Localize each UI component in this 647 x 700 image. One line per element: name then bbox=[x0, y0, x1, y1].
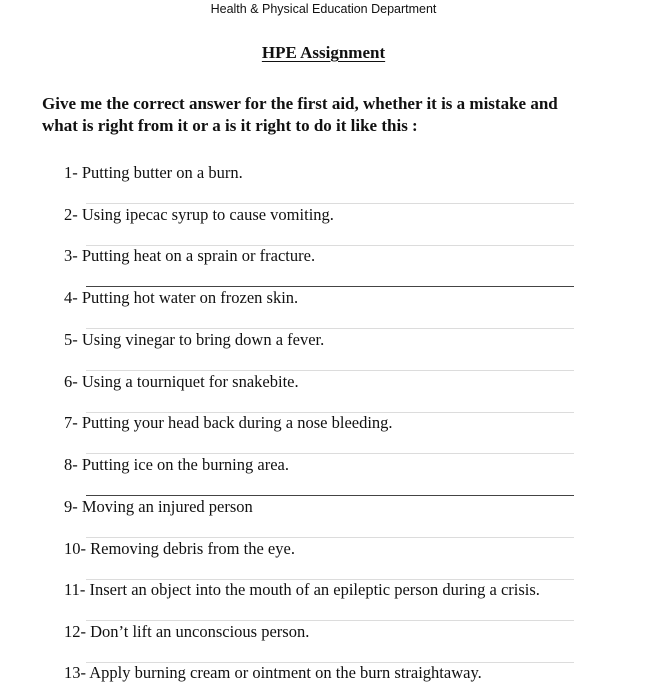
question-item: 5- Using vinegar to bring down a fever. bbox=[64, 330, 325, 349]
question-item: 6- Using a tourniquet for snakebite. bbox=[64, 372, 299, 391]
answer-line bbox=[86, 453, 574, 454]
question-item: 2- Using ipecac syrup to cause vomiting. bbox=[64, 205, 334, 224]
question-item: 11- Insert an object into the mouth of an epileptic person during a crisis. bbox=[64, 580, 540, 599]
assignment-title: HPE Assignment bbox=[261, 43, 386, 62]
department-header: Health & Physical Education Department bbox=[210, 2, 437, 16]
question-item: 9- Moving an injured person bbox=[64, 497, 253, 516]
answer-line bbox=[86, 495, 574, 496]
answer-line bbox=[86, 370, 574, 371]
answer-line bbox=[86, 328, 574, 329]
question-item: 1- Putting butter on a burn. bbox=[64, 163, 243, 182]
instructions-line-1: Give me the correct answer for the first aid, whether it is a mistake and bbox=[42, 94, 558, 113]
answer-line bbox=[86, 203, 574, 204]
question-item: 7- Putting your head back during a nose bleeding. bbox=[64, 413, 393, 432]
question-item: 3- Putting heat on a sprain or fracture. bbox=[64, 246, 316, 265]
question-item: 10- Removing debris from the eye. bbox=[64, 539, 295, 558]
question-item: 13- Apply burning cream or ointment on the burn straightaway. bbox=[64, 663, 482, 682]
question-item: 8- Putting ice on the burning area. bbox=[64, 455, 289, 474]
answer-line bbox=[86, 286, 574, 287]
answer-line bbox=[86, 620, 574, 621]
answer-line bbox=[86, 537, 574, 538]
instructions-line-2: what is right from it or a is it right to do it like this : bbox=[42, 116, 418, 135]
question-item: 12- Don’t lift an unconscious person. bbox=[64, 622, 310, 641]
question-item: 4- Putting hot water on frozen skin. bbox=[64, 288, 299, 307]
